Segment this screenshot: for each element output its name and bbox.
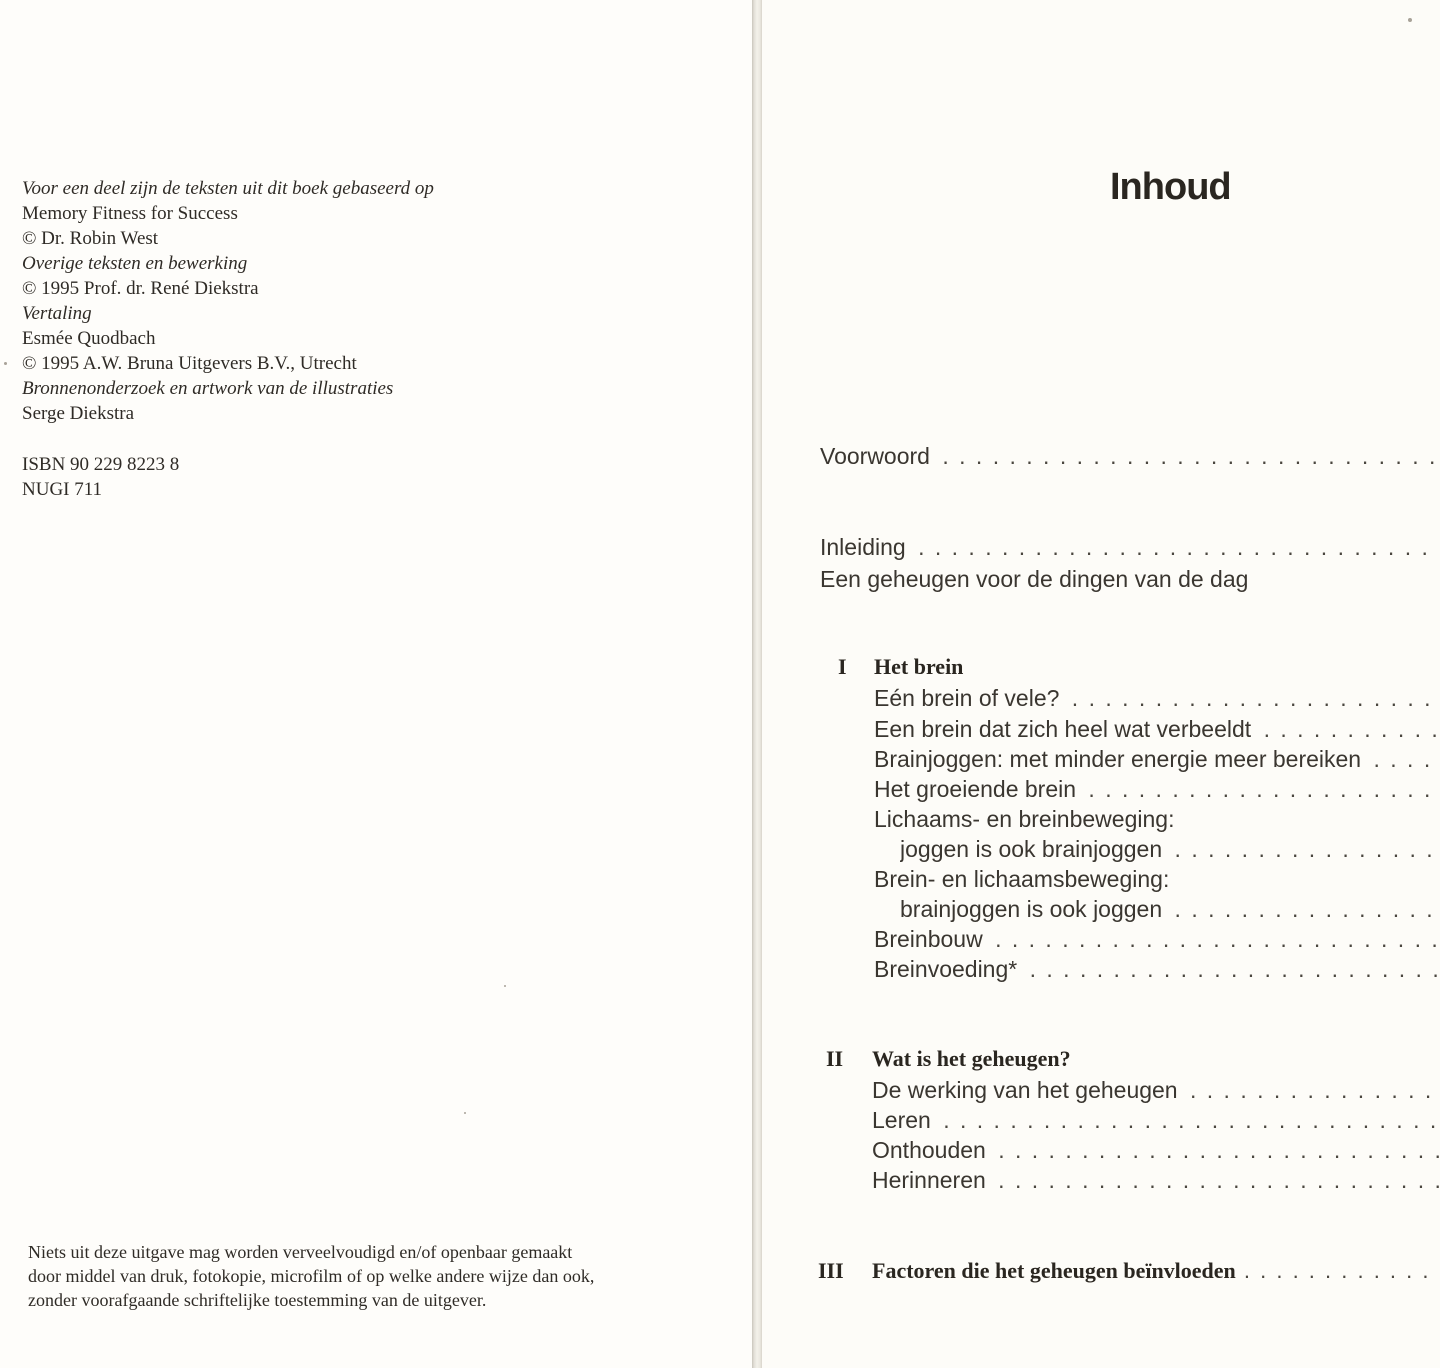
credit-line: Serge Diekstra (22, 403, 135, 424)
toc-entry-label: Leren (872, 1107, 931, 1133)
toc-entry-label: De werking van het geheugen (872, 1077, 1178, 1103)
isbn-block (22, 452, 179, 502)
chapter-numeral: III (818, 1258, 844, 1283)
toc-entry-label: Een geheugen voor de dingen van de dag (820, 566, 1249, 592)
toc-entry[interactable] (874, 924, 1440, 954)
credit-line: Bronnenonderzoek en artwork van de illustraties (22, 378, 394, 399)
toc-entry-label: Voorwoord (820, 443, 930, 469)
toc-entry-inleiding-subtitle (820, 564, 1440, 594)
credit-line: Overige teksten en bewerking (22, 253, 248, 274)
toc-entry-label: Breinvoeding* (874, 956, 1018, 982)
credit-line: Memory Fitness for Success (22, 203, 238, 224)
toc-leader-dots (1251, 716, 1440, 742)
toc-leader-dots (986, 1137, 1440, 1163)
toc-leader-dots (1017, 956, 1440, 982)
toc-leader-dots (1236, 1258, 1440, 1283)
credit-line: © 1995 A.W. Bruna Uitgevers B.V., Utrecht (22, 353, 357, 374)
nugi-number: NUGI 711 (22, 479, 103, 500)
paper-speck (1408, 18, 1412, 22)
toc-entry[interactable] (874, 744, 1440, 774)
toc-entry[interactable] (874, 683, 1440, 713)
toc-leader-dots (983, 926, 1440, 952)
toc-entry-label: Een brein dat zich heel wat verbeeldt (874, 716, 1252, 742)
toc-entry-inleiding[interactable] (820, 532, 1440, 562)
toc-entry-heading-line (874, 864, 1440, 894)
toc-entry[interactable] (872, 1135, 1440, 1165)
toc-entry-label: Inleiding (820, 534, 906, 560)
toc-entry[interactable] (874, 714, 1440, 744)
toc-leader-dots (906, 534, 1440, 560)
toc-entry-label: Brainjoggen: met minder energie meer bereiken (874, 746, 1362, 772)
chapter-title: Factoren die het geheugen beïnvloeden (872, 1258, 1236, 1283)
toc-title: Inhoud (1110, 166, 1231, 208)
notice-line: zonder voorafgaande schriftelijke toestemming van de uitgever. (28, 1290, 487, 1310)
toc-entry-label: Herinneren (872, 1167, 986, 1193)
credit-line: Esmée Quodbach (22, 328, 156, 349)
toc-entry-voorwoord[interactable] (820, 441, 1440, 471)
toc-entry-label: Brein- en lichaamsbeweging: (874, 866, 1170, 892)
toc-leader-dots (1178, 1077, 1440, 1103)
toc-entry[interactable] (900, 834, 1440, 864)
credit-line: © Dr. Robin West (22, 228, 159, 249)
toc-entry[interactable] (872, 1105, 1440, 1135)
toc-leader-dots (1076, 776, 1440, 802)
isbn-number: ISBN 90 229 8223 8 (22, 454, 180, 475)
toc-leader-dots (1059, 685, 1440, 711)
toc-entry-label: Breinbouw (874, 926, 983, 952)
chapter-title[interactable]: Het brein (874, 654, 964, 679)
toc-entry-label: Lichaams- en breinbeweging: (874, 806, 1175, 832)
right-page-table-of-contents (762, 0, 1440, 1368)
toc-leader-dots (1162, 836, 1440, 862)
toc-leader-dots (931, 1107, 1440, 1133)
toc-entry[interactable] (872, 1075, 1440, 1105)
paper-speck (464, 1112, 466, 1114)
toc-entry-label: Het groeiende brein (874, 776, 1077, 802)
toc-entry-chapter-3[interactable] (872, 1256, 1440, 1286)
book-gutter (752, 0, 762, 1368)
toc-leader-dots (986, 1167, 1440, 1193)
toc-entry-label: Onthouden (872, 1137, 986, 1163)
notice-line: Niets uit deze uitgave mag worden verveelvoudigd en/of openbaar gemaakt (28, 1242, 573, 1262)
toc-entry[interactable] (874, 774, 1440, 804)
toc-leader-dots (1162, 896, 1440, 922)
toc-entry[interactable] (872, 1165, 1440, 1195)
toc-entry-label: Eén brein of vele? (874, 685, 1060, 711)
toc-entry[interactable] (874, 954, 1440, 984)
credit-line: Voor een deel zijn de teksten uit dit boek gebaseerd op (22, 178, 434, 199)
toc-entry-label: joggen is ook brainjoggen (900, 836, 1163, 862)
toc-leader-dots (930, 443, 1440, 469)
paper-speck (4, 362, 7, 365)
chapter-numeral: I (838, 654, 847, 679)
credit-line: © 1995 Prof. dr. René Diekstra (22, 278, 259, 299)
toc-leader-dots (1361, 746, 1440, 772)
copyright-notice (28, 1240, 594, 1312)
notice-line: door middel van druk, fotokopie, microfilm of op welke andere wijze dan ook, (28, 1266, 595, 1286)
toc-entry-label: brainjoggen is ook joggen (900, 896, 1163, 922)
chapter-title[interactable]: Wat is het geheugen? (872, 1046, 1071, 1071)
colophon-credits (22, 176, 434, 426)
credit-line: Vertaling (22, 303, 92, 324)
toc-entry-heading-line (874, 804, 1440, 834)
toc-entry[interactable] (900, 894, 1440, 924)
chapter-numeral: II (826, 1046, 844, 1071)
paper-speck (504, 985, 506, 987)
